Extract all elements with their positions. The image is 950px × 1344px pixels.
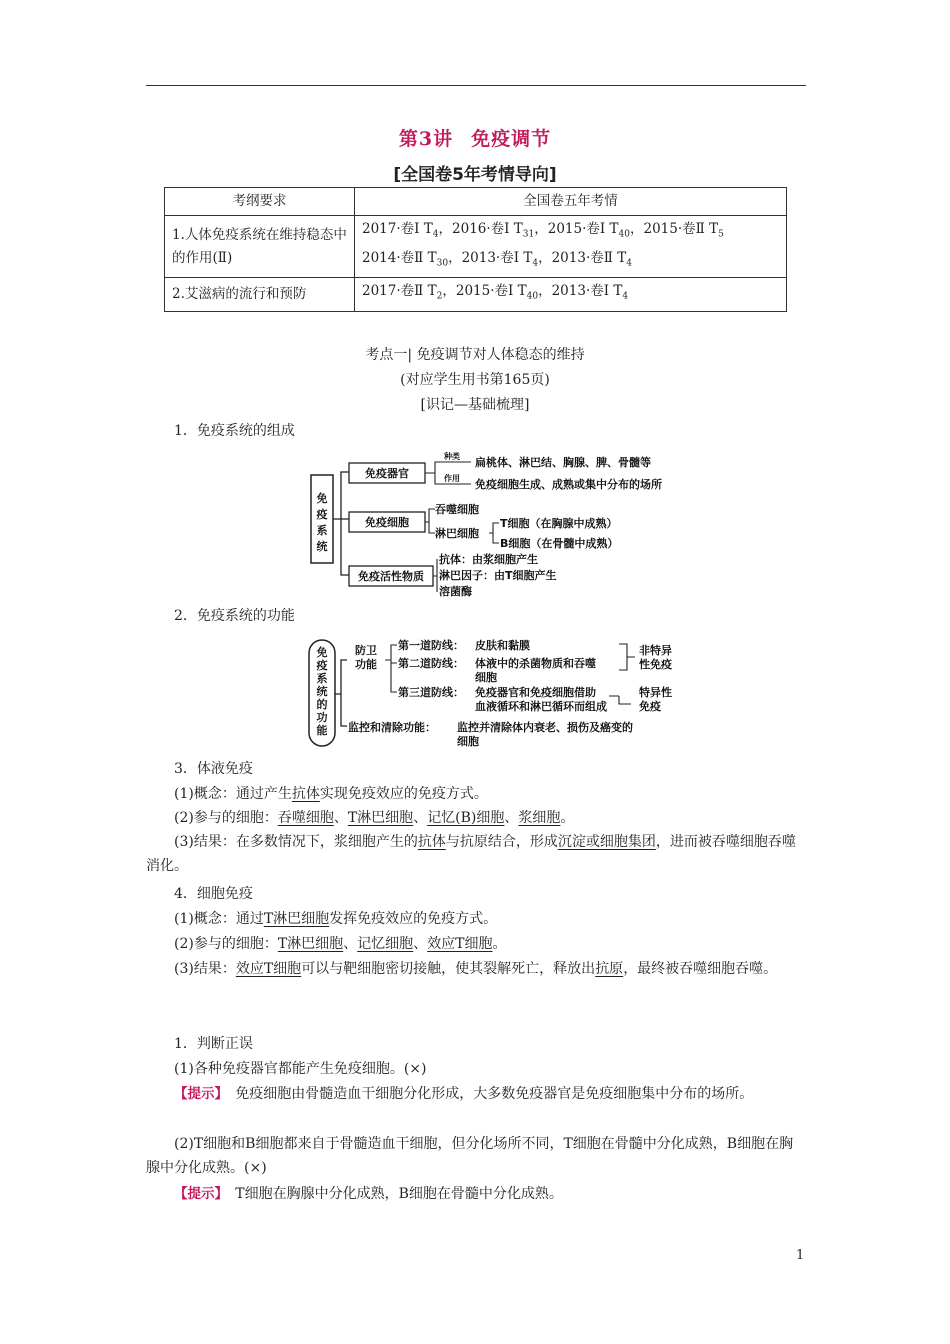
root-label: 免 — [316, 492, 328, 505]
function-root-label: 免 — [316, 646, 328, 659]
lesson-number: 第3讲 — [398, 128, 454, 150]
svg-text:作用: 作用 — [444, 474, 460, 483]
table-header-row — [165, 188, 787, 216]
table-row — [165, 216, 787, 278]
judge-question-1: (1)各种免疫器官都能产生免疫细胞。(×) — [174, 1061, 427, 1077]
t-cell-label: T细胞（在胸腺中成熟） — [500, 517, 618, 530]
svg-text:血液循环和淋巴循环而组成: 血液循环和淋巴循环而组成 — [475, 700, 607, 713]
humoral-concept: (1)概念：通过产生抗体实现免疫效应的免疫方式。 — [174, 786, 488, 802]
svg-text:系: 系 — [316, 524, 328, 537]
humoral-result: (3)结果：在多数情况下，浆细胞产生的抗体与抗原结合，形成沉淀或细胞集团，进而被吞噬细胞吞噬消化。 — [146, 834, 796, 874]
organ-function: 免疫细胞生成、成熟或集中分布的场所 — [475, 478, 662, 491]
diagram2-heading: 2．免疫系统的功能 — [174, 608, 295, 624]
b-cell-label: B细胞（在骨髓中成熟） — [500, 537, 619, 550]
svg-text:免疫: 免疫 — [639, 700, 661, 713]
third-line-text: 免疫器官和免疫细胞借助 — [475, 686, 596, 699]
table-cell-requirement: 1.人体免疫系统在维持稳态中的作用(Ⅱ) — [165, 216, 355, 278]
nonspecific-label: 非特异 — [639, 644, 672, 657]
lymphocyte-label: 淋巴细胞 — [435, 527, 479, 540]
humoral-cells: (2)参与的细胞：吞噬细胞、T淋巴细胞、记忆(B)细胞、浆细胞。 — [174, 810, 575, 826]
judge-question-2: (2)T细胞和B细胞都来自于骨髓造血干细胞，但分化场所不同，T细胞在骨髓中分化成熟，B细胞在胸腺中分化成熟。(×) — [146, 1136, 794, 1176]
first-line-text: 皮肤和黏膜 — [475, 639, 530, 652]
svg-text:功能: 功能 — [355, 658, 377, 671]
organ-kinds: 扁桃体、淋巴结、胸腺、脾、骨髓等 — [475, 456, 651, 469]
svg-text:疫: 疫 — [316, 508, 328, 521]
svg-text:性免疫: 性免疫 — [639, 658, 672, 671]
svg-text:细胞: 细胞 — [457, 735, 479, 748]
cellular-cells: (2)参与的细胞：T淋巴细胞、记忆细胞、效应T细胞。 — [174, 936, 507, 952]
svg-text:种类: 种类 — [444, 452, 460, 461]
cellular-result: (3)结果：效应T细胞可以与靶细胞密切接触，使其裂解死亡，释放出抗原，最终被吞噬细胞吞噬。 — [174, 961, 778, 977]
svg-text:能: 能 — [316, 724, 328, 737]
svg-text:疫: 疫 — [316, 659, 328, 672]
diagram1-heading: 1．免疫系统的组成 — [174, 423, 295, 439]
svg-text:统: 统 — [316, 685, 328, 698]
history-line: 2014·卷Ⅱ $T_{30}$，2013·卷Ⅰ $T_4$，2013·卷Ⅱ $T_4$ — [362, 249, 632, 269]
history-line: 2017·卷Ⅰ $T_4$，2016·卷Ⅰ $T_{31}$，2015·卷Ⅰ $T_{40}$，2015·卷Ⅱ $T_5$ — [362, 221, 724, 240]
monitor-label: 监控和清除功能： — [348, 721, 436, 734]
immune-function-diagram — [305, 630, 695, 755]
table-cell-requirement: 2.艾滋病的流行和预防 — [165, 278, 355, 312]
active-substance-box: 免疫活性物质 — [358, 570, 424, 583]
specific-label: 特异性 — [639, 686, 672, 699]
section-title: 考点一| 免疫调节对人体稳态的维持 — [365, 347, 585, 363]
hint-label: 【提示】 — [174, 1186, 222, 1202]
defense-label: 防卫 — [355, 644, 377, 657]
exam-guide-title: [全国卷5年考情导向] — [393, 165, 557, 185]
third-line-label: 第三道防线： — [398, 686, 464, 699]
lymphokine-label: 淋巴因子：由T细胞产生 — [439, 569, 557, 582]
table-row — [165, 278, 787, 312]
second-line-text: 体液中的杀菌物质和吞噬 — [475, 657, 596, 670]
immune-composition-diagram — [305, 445, 685, 605]
hint-label: 【提示】 — [174, 1086, 222, 1102]
svg-text:细胞: 细胞 — [475, 671, 497, 684]
book-reference: (对应学生用书第165页) — [400, 372, 550, 388]
phagocyte-label: 吞噬细胞 — [435, 503, 479, 516]
section-tag: [识记—基础梳理] — [420, 397, 530, 413]
cell-box: 免疫细胞 — [365, 516, 409, 529]
lesson-title — [0, 124, 950, 151]
table-cell-history — [355, 216, 787, 278]
monitor-text: 监控并清除体内衰老、损伤及癌变的 — [457, 721, 633, 734]
second-line-label: 第二道防线： — [398, 657, 464, 670]
cellular-heading: 4．细胞免疫 — [174, 886, 253, 902]
first-line-label: 第一道防线： — [398, 639, 464, 652]
table-header-history: 全国卷五年考情 — [355, 188, 787, 216]
judge-hint-1: 【提示】 免疫细胞由骨髓造血干细胞分化形成，大多数免疫器官是免疫细胞集中分布的场所。 — [174, 1086, 754, 1102]
header-rule — [146, 85, 806, 86]
exam-table — [164, 187, 787, 312]
table-cell-history: 2017·卷Ⅱ $T_2$，2015·卷Ⅰ $T_{40}$，2013·卷Ⅰ $T_4$ — [355, 278, 787, 312]
cellular-concept: (1)概念：通过T淋巴细胞发挥免疫效应的免疫方式。 — [174, 911, 498, 927]
antibody-label: 抗体：由浆细胞产生 — [439, 553, 538, 566]
judge-heading: 1．判断正误 — [174, 1036, 253, 1052]
page-number: 1 — [796, 1248, 805, 1263]
svg-text:系: 系 — [316, 672, 328, 685]
lysozyme-label: 溶菌酶 — [439, 585, 472, 598]
svg-text:功: 功 — [316, 711, 328, 724]
svg-text:的: 的 — [316, 698, 328, 711]
lesson-topic: 免疫调节 — [471, 128, 552, 150]
judge-hint-2: 【提示】 T细胞在胸腺中分化成熟，B细胞在骨髓中分化成熟。 — [174, 1186, 563, 1202]
organ-box: 免疫器官 — [365, 467, 409, 480]
table-header-requirement: 考纲要求 — [165, 188, 355, 216]
humoral-heading: 3．体液免疫 — [174, 761, 253, 777]
svg-text:统: 统 — [316, 540, 328, 553]
